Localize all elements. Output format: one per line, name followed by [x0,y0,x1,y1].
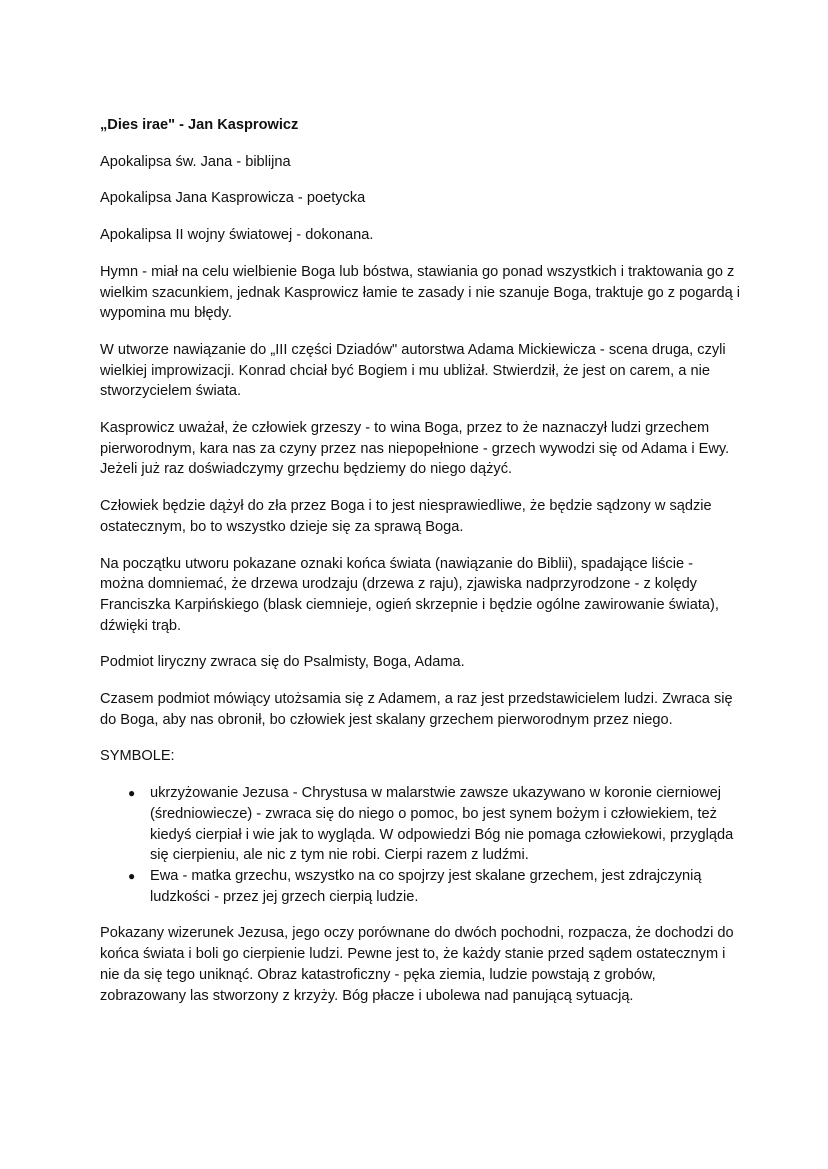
symbols-list [100,783,740,907]
paragraph-end-of-world-signs: Na początku utworu pokazane oznaki końca świata (nawiązanie do Biblii), spadające liście - można domniemać, że drzewa urodzaju (drzewa z raju), zjawiska nadprzyrodzone - z kolędy Franciszka Karpińskiego (blask ciemnieje, ogień skrzepnie i będzie ogólne zawirowanie świata), dźwięki trąb. [100,555,719,634]
paragraph-apokalipsa-poetycka: Apokalipsa Jana Kasprowicza - poetycka [100,190,366,207]
list-item-text: ukrzyżowanie Jezusa - Chrystusa w malarstwie zawsze ukazywano w koronie cierniowej (średniowiecze) - zwraca się do niego o pomoc, bo jest synem bożym i człowiekiem, też kiedyś cierpiał i wie jak to wygląda. W odpowiedzi Bóg nie pomaga człowiekowi, przygląda się cierpieniu, ale nic z tym nie robi. Cierpi razem z ludźmi. [150,785,734,864]
bullet-icon: ● [128,786,136,801]
paragraph-sin: Kasprowicz uważał, że człowiek grzeszy - to wina Boga, przez to że naznaczył ludzi grzechem pierworodnym, kara nas za czyny przez nas niepopełnione - grzech wywodzi się od Adama i Ewy. Jeżeli już raz doświadczymy grzechu będziemy do niego dążyć. [100,420,730,478]
paragraph-speaker-identification: Czasem podmiot mówiący utożsamia się z Adamem, a raz jest przedstawicielem ludzi. Zwraca się do Boga, aby nas obronił, bo człowiek jest skalany grzechem pierworodnym przez niego. [100,691,733,728]
paragraph-judgement: Człowiek będzie dążył do zła przez Boga i to jest niesprawiedliwe, że będzie sądzony w sądzie ostatecznym, bo to wszystko dzieje się za sprawą Boga. [100,498,712,535]
paragraph-hymn: Hymn - miał na celu wielbienie Boga lub bóstwa, stawiania go ponad wszystkich i traktowania go z wielkim szacunkiem, jednak Kasprowicz łamie te zasady i nie szanuje Boga, traktuje go z pogardą i wypomina mu błędy. [100,263,741,322]
paragraph-apokalipsa-biblijna: Apokalipsa św. Jana - biblijna [100,153,291,170]
document-title: „Dies irae" - Jan Kasprowicz [100,117,299,133]
paragraph-dziady-reference: W utworze nawiązanie do „III części Dziadów" autorstwa Adama Mickiewicza - scena druga, czyli wielkiej improwizacji. Konrad chciał być Bogiem i mu ubliżał. Stwierdził, że jest on carem, a nie stworzycielem świata. [100,341,726,400]
section-heading-symbols: SYMBOLE: [100,748,175,765]
list-item [128,866,740,907]
paragraph-apokalipsa-dokonana: Apokalipsa II wojny światowej - dokonana. [100,227,374,244]
paragraph-lyrical-subject: Podmiot liryczny zwraca się do Psalmisty, Boga, Adama. [100,654,465,671]
list-item-text: Ewa - matka grzechu, wszystko na co spojrzy jest skalane grzechem, jest zdrajczynią ludzkości - przez jej grzech cierpią ludzie. [150,867,702,905]
paragraph-jesus-image: Pokazany wizerunek Jezusa, jego oczy porównane do dwóch pochodni, rozpacza, że dochodzi do końca świata i boli go cierpienie ludzi. Pewne jest to, że każdy stanie przed sądem ostatecznym i nie da się tego uniknąć. Obraz katastroficzny - pęka ziemia, ludzie powstają z grobów, zobrazowany las stworzony z krzyży. Bóg płacze i ubolewa nad panującą sytuacją. [100,925,734,1004]
document-page [100,115,740,1022]
list-item [128,783,740,866]
bullet-icon: ● [128,868,136,883]
